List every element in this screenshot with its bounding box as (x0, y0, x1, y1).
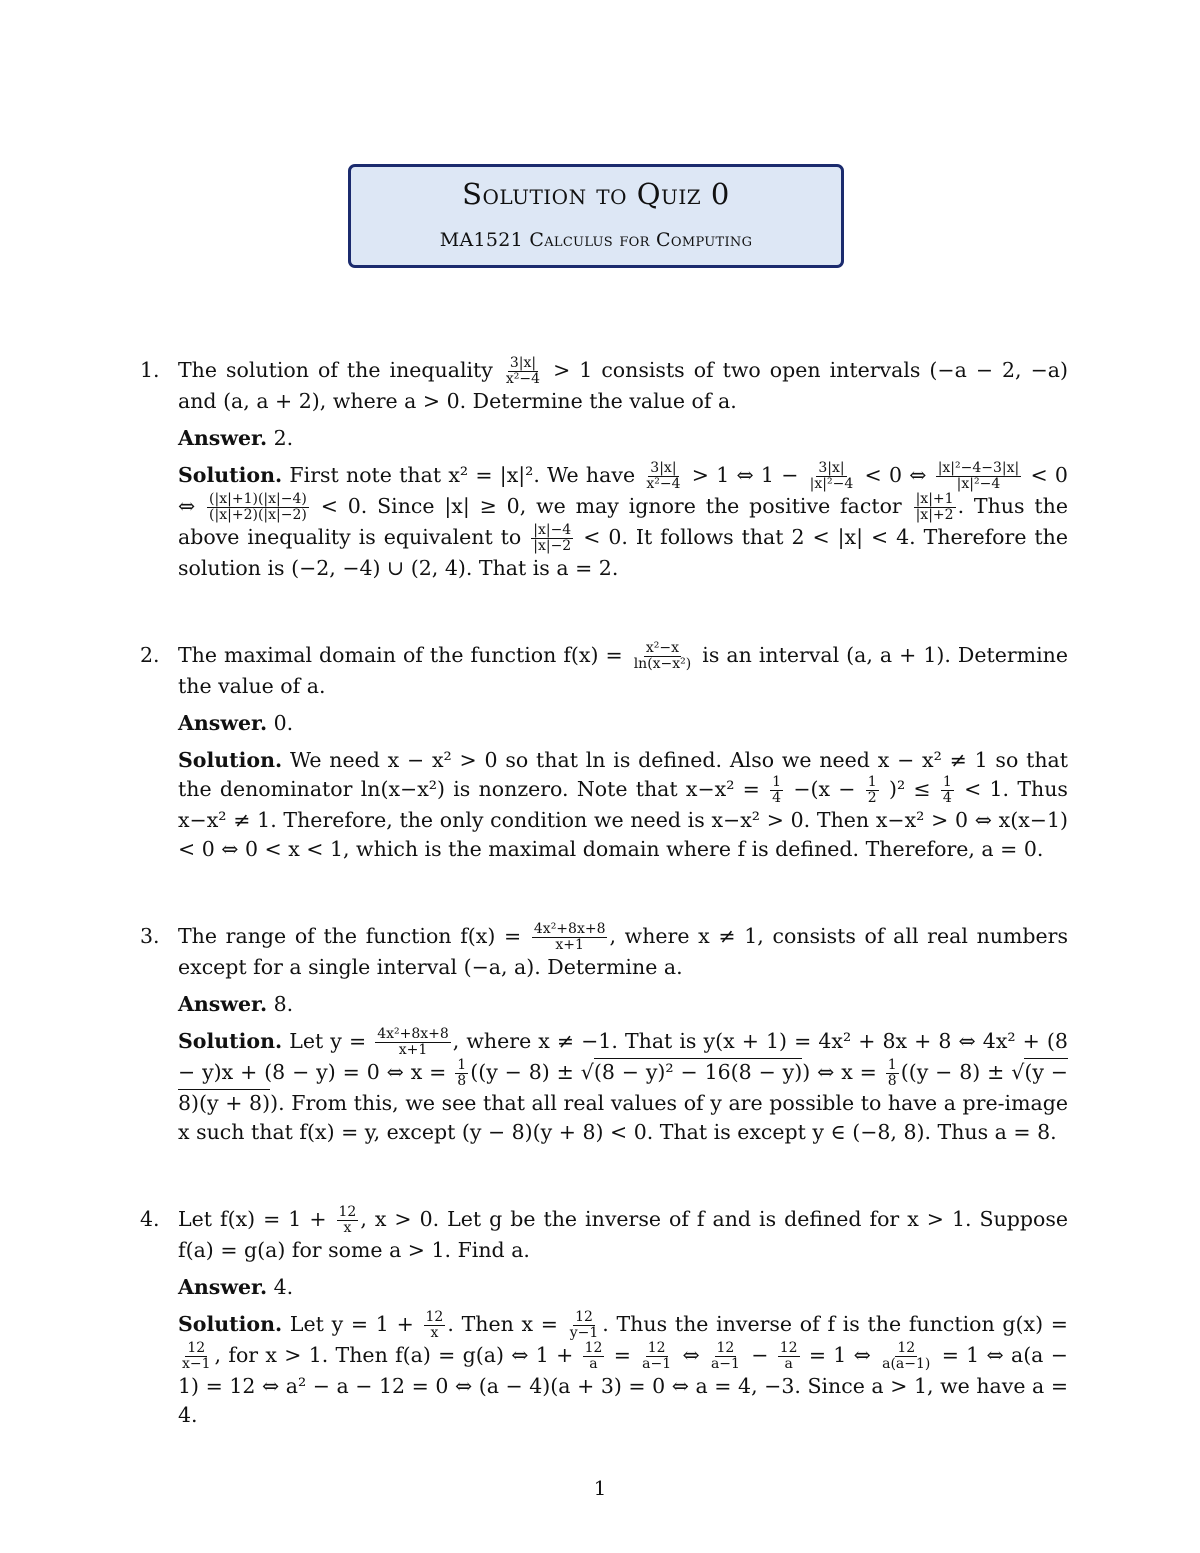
answer-line (178, 990, 1068, 1019)
fraction-denominator: x (430, 1325, 439, 1341)
fraction-numerator: 12 (716, 1340, 735, 1356)
text-run: Let f(x) = 1 + (178, 1207, 327, 1231)
fraction-numerator: 3|x| (818, 460, 845, 476)
fraction (207, 492, 309, 523)
solution-label: Solution. (178, 463, 283, 487)
fraction (455, 1058, 468, 1089)
fraction-denominator: x+1 (555, 937, 584, 953)
fraction-denominator: 8 (457, 1073, 467, 1089)
text-run: , for x > 1. Then f(a) = g(a) ⇔ 1 + (214, 1343, 574, 1367)
text-run: > 1 consists of two open intervals (−a − 2, −a) and (a, a + 2), where a > 0. Determine the value of a. (178, 358, 1068, 413)
fraction-denominator: x²−4 (505, 371, 541, 387)
fraction-numerator: 1 (867, 774, 877, 790)
page-title: Solution to Quiz 0 (462, 177, 730, 211)
fraction-denominator: x²−4 (646, 476, 681, 492)
solution-label: Solution. (178, 748, 283, 772)
fraction (778, 1341, 800, 1372)
text-run: ((y − 8) ± (470, 1060, 574, 1084)
question-number: 3. (140, 924, 160, 948)
text-run: ) ⇔ x = (802, 1060, 877, 1084)
fraction (424, 1310, 446, 1341)
fraction (866, 775, 879, 806)
text-run: ⇔ (682, 1343, 700, 1367)
text-run: = 1 ⇔ (808, 1343, 871, 1367)
fraction-denominator: |x|−2 (533, 538, 572, 554)
fraction-numerator: 12 (187, 1340, 206, 1356)
question-1 (140, 356, 1068, 591)
text-run: < 0 ⇔ (864, 463, 927, 487)
fraction (936, 461, 1022, 492)
fraction-numerator: 1 (457, 1057, 467, 1073)
fraction-numerator: 12 (779, 1340, 798, 1356)
fraction-denominator: a (589, 1356, 598, 1372)
text-run: > 1 ⇔ 1 − (691, 463, 799, 487)
answer-line (178, 709, 1068, 738)
text-run: ). From this, we see that all real values of y are possible to have a pre-image x such that f(x) = y, except (y − 8)(y + 8) < 0. That is except y ∈ (−8, 8). Thus a = 8. (178, 1091, 1068, 1144)
question-body (178, 1205, 1068, 1438)
solution-label: Solution. (178, 1312, 283, 1336)
fraction-denominator: |x|²−4 (956, 476, 1001, 492)
fraction (709, 1341, 742, 1372)
fraction (632, 641, 694, 672)
question-text (178, 641, 1068, 701)
fraction-denominator: (|x|+2)(|x|−2) (209, 507, 307, 523)
fraction-numerator: |x|−4 (533, 522, 572, 538)
text-run: < 1. Thus x−x² ≠ 1. Therefore, the only condition we need is x−x² > 0. Then x−x² > 0 ⇔ x(x−1) < 0 ⇔ 0 < x < 1, which is the maximal domain where f is defined. Therefore, a = 0. (178, 777, 1068, 861)
question-body (178, 922, 1068, 1155)
text-run: The solution of the inequality (178, 358, 493, 382)
question-text (178, 1205, 1068, 1265)
text-run: = (613, 1343, 631, 1367)
fraction-numerator: 12 (575, 1309, 593, 1325)
text-run: Let y = (289, 1029, 367, 1053)
answer-line (178, 424, 1068, 453)
page-subtitle: MA1521 Calculus for Computing (439, 229, 753, 251)
text-run: ((y − 8) ± (900, 1060, 1005, 1084)
text-run: Let y = 1 + (289, 1312, 414, 1336)
solution-label: Solution. (178, 1029, 283, 1053)
fraction-denominator: a−1 (642, 1356, 672, 1372)
fraction-numerator: 12 (647, 1340, 666, 1356)
question-number: 4. (140, 1207, 160, 1231)
fraction-numerator: 1 (887, 1057, 897, 1073)
fraction-numerator: 12 (897, 1340, 916, 1356)
fraction (375, 1027, 451, 1058)
fraction-denominator: y−1 (569, 1325, 599, 1341)
fraction-numerator: 1 (772, 774, 782, 790)
fraction-numerator: 12 (584, 1340, 603, 1356)
question-2 (140, 641, 1068, 872)
text-run: First note that x² = |x|². We have (289, 463, 636, 487)
fraction-numerator: x²−x (645, 640, 680, 656)
page-number: 1 (593, 1476, 607, 1500)
question-text (178, 922, 1068, 982)
fraction (941, 775, 954, 806)
text-run: − (751, 1343, 769, 1367)
text-run: , where x ≠ −1. That is y(x + 1) = 4x² + 8x + 8 ⇔ 4x² + (8 − y)x + (8 − y) = 0 ⇔ x = (178, 1029, 1068, 1084)
fraction-numerator: 4x²+8x+8 (533, 921, 606, 937)
answer-label: Answer. (178, 1275, 268, 1299)
answer-label: Answer. (178, 426, 268, 450)
answer-label: Answer. (178, 711, 268, 735)
question-4 (140, 1205, 1068, 1438)
text-run: . Thus the inverse of f is the function g(x) = (602, 1312, 1068, 1336)
answer-label: Answer. (178, 992, 268, 1016)
text-run: The range of the function f(x) = (178, 924, 522, 948)
text-run: . Thus the above inequality is equivalent to (178, 494, 1068, 549)
text-run: −(x − (793, 777, 856, 801)
fraction-denominator: 4 (942, 790, 952, 806)
fraction (531, 523, 573, 554)
text-run: = 1 ⇔ a(a − 1) = 12 ⇔ a² − a − 12 = 0 ⇔ (a − 4)(a + 3) = 0 ⇔ a = 4, −3. Since a > 1, we have a = 4. (178, 1343, 1068, 1427)
fraction-denominator: x−1 (182, 1356, 211, 1372)
fraction (583, 1341, 605, 1372)
solution-text (178, 461, 1068, 583)
question-body (178, 641, 1068, 872)
text-run: < 0. It follows that 2 < |x| < 4. Therefore the solution is (−2, −4) ∪ (2, 4). That is a = 2. (178, 525, 1068, 580)
fraction-denominator: ln(x−x²) (633, 656, 692, 672)
fraction-numerator: 12 (425, 1309, 444, 1325)
solution-text (178, 1310, 1068, 1430)
title-box (348, 164, 844, 268)
fraction (532, 922, 608, 953)
fraction (880, 1341, 932, 1372)
fraction (640, 1341, 673, 1372)
fraction-denominator: 8 (887, 1073, 897, 1089)
question-list (140, 356, 1068, 1488)
fraction-denominator: 4 (772, 790, 782, 806)
text-run: The maximal domain of the function f(x) = (178, 643, 623, 667)
answer-value: 0. (273, 711, 294, 735)
question-3 (140, 922, 1068, 1155)
answer-value: 8. (273, 992, 294, 1016)
text-run: We need x − x² > 0 so that ln is defined. Also we need x − x² ≠ 1 so that the denominator ln(x−x²) is nonzero. Note that x−x² = (178, 748, 1068, 801)
fraction (914, 492, 956, 523)
fraction-denominator: a−1 (710, 1356, 740, 1372)
fraction (180, 1341, 213, 1372)
text-run: < 0 ⇔ (178, 463, 1068, 518)
fraction (770, 775, 783, 806)
solution-text: Solution. Let y = $\frac{\text{4x²+8x+8}}{x+1}$ , where x ≠ −1. That is y(x + 1) = 4x² + 8x + 8 ⇔ 4x² + (8 − y)x + (8 − y) = 0 ⇔ x = $\frac{1}{8}$ ((y − 8) ± √(8 − y)² − 16(8 − y)) ⇔ x = $\frac{1}{8}$ ((y − 8) ± √(y − 8)(y + 8)). From this, we see that all real values of y are possible to have a pre-image x such that f(x) = y, except (y − 8)(y + 8) < 0. That is except y ∈ (−8, 8). Thus a = 8. (178, 1026, 1068, 1144)
answer-value: 2. (273, 426, 294, 450)
fraction-denominator: 2 (867, 790, 877, 806)
fraction-denominator: a(a−1) (882, 1356, 931, 1372)
fraction (504, 356, 542, 387)
fraction-numerator: 3|x| (509, 355, 537, 371)
fraction (568, 1310, 601, 1341)
fraction-numerator: 3|x| (650, 460, 677, 476)
text-run: , x > 0. Let g be the inverse of f and is defined for x > 1. Suppose f(a) = g(a) for some a > 1. Find a. (178, 1207, 1068, 1262)
question-body (178, 356, 1068, 591)
question-number: 2. (140, 643, 160, 667)
fraction-denominator: |x|+2 (915, 507, 954, 523)
fraction-numerator: (|x|+1)(|x|−4) (209, 491, 307, 507)
square-root-term: (y − 8)(y + 8) (178, 1060, 1068, 1115)
fraction-denominator: a (784, 1356, 793, 1372)
question-number: 1. (140, 358, 160, 382)
text-run: . Then x = (447, 1312, 558, 1336)
text-run: , where x ≠ 1, consists of all real numbers except for a single interval (−a, a). Determine a. (178, 924, 1068, 979)
fraction (886, 1058, 899, 1089)
fraction-numerator: |x|²−4−3|x| (937, 460, 1020, 476)
text-run: )² ≤ (888, 777, 931, 801)
fraction (644, 461, 682, 492)
fraction-denominator: x+1 (398, 1042, 428, 1058)
answer-line (178, 1273, 1068, 1302)
fraction-numerator: 1 (942, 774, 952, 790)
fraction (337, 1205, 359, 1236)
fraction (808, 461, 856, 492)
text-run: is an interval (a, a + 1). Determine the value of a. (178, 643, 1068, 698)
fraction-denominator: |x|²−4 (809, 476, 854, 492)
answer-value: 4. (273, 1275, 294, 1299)
fraction-numerator: |x|+1 (915, 491, 954, 507)
fraction-numerator: 4x²+8x+8 (377, 1026, 449, 1042)
fraction-numerator: 12 (338, 1204, 357, 1220)
question-text (178, 356, 1068, 416)
solution-text (178, 746, 1068, 864)
square-root-term: (8 − y)² − 16(8 − y) (593, 1060, 803, 1084)
fraction-denominator: x (343, 1220, 352, 1236)
text-run: < 0. Since |x| ≥ 0, we may ignore the positive factor (320, 494, 902, 518)
